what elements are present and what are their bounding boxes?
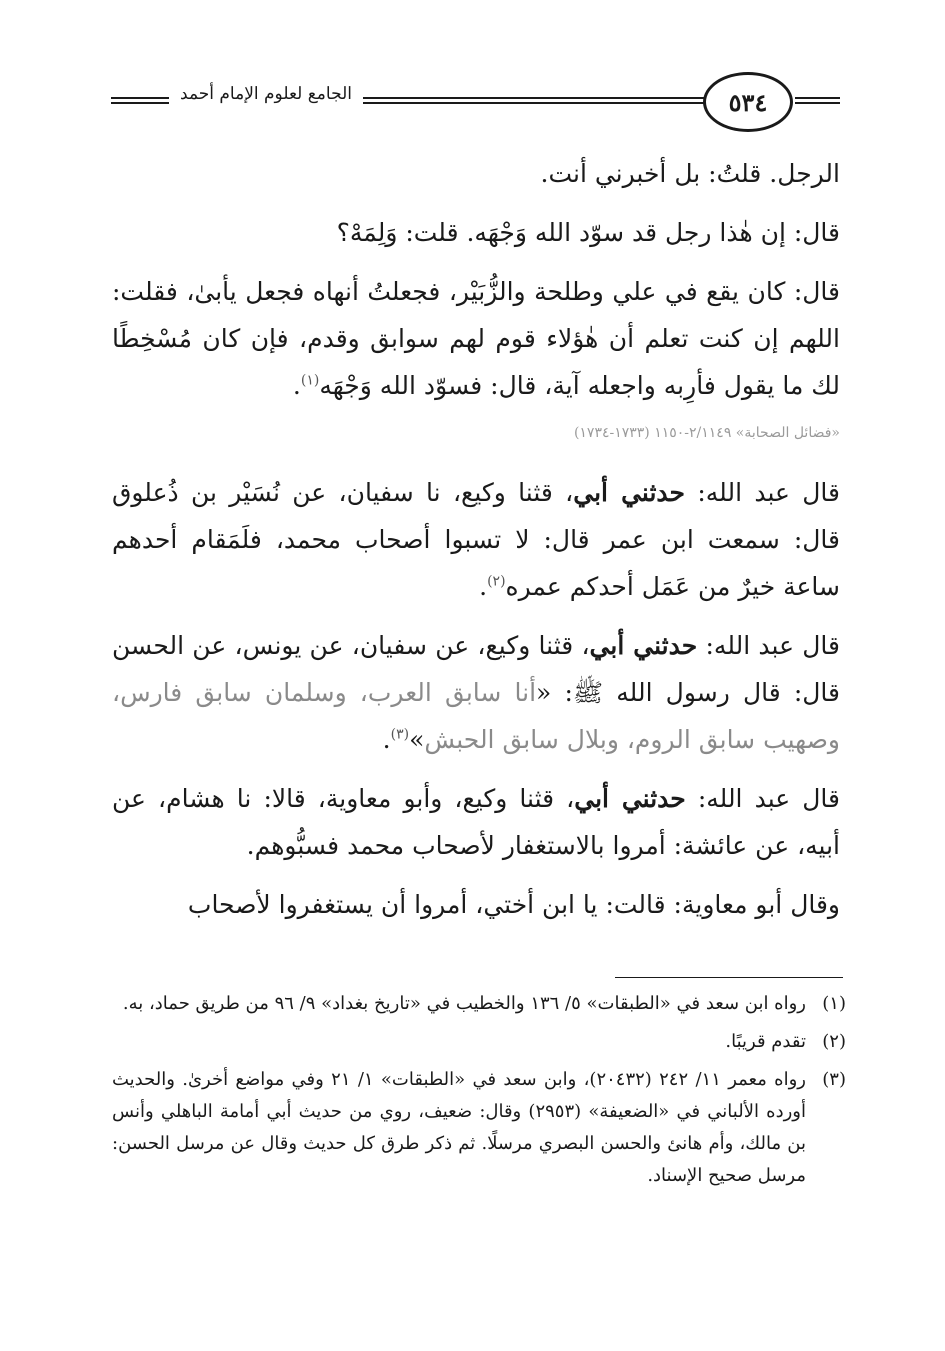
footnote-number: (١) (822, 993, 846, 1014)
header-rule-right (795, 97, 840, 104)
source-reference: «فضائل الصحابة» ٢/١١٤٩-١١٥٠ (١٧٣٣-١٧٣٤) (573, 425, 840, 441)
header-rule-middle (363, 97, 705, 104)
header-rule-left (111, 97, 169, 104)
footnote-text: رواه معمر ١١/ ٢٤٢ (٢٠٤٣٢)، وابن سعد في «الطبقات» ١/ ٢١ وفي مواضع أخرىٰ. والحديث أورده الألباني في «الضعيفة» (٢٩٥٣) وقال: ضعيف، روي من حديث أبي أمامة الباهلي وأنس بن مالك، وأم هانئ والحسن البصري مرسلًا. ثم ذكر طرق كل حديث وقال عن مرسل الحسن: مرسل صحيح الإسناد. (112, 1069, 806, 1186)
footnote-text: رواه ابن سعد في «الطبقات» ٥/ ١٣٦ والخطيب في «تاريخ بغداد» ٩/ ٩٦ من طريق حماد، به. (122, 993, 806, 1014)
paragraph-5: قال عبد الله: حدثني أبي، قثنا وكيع، عن سفيان، عن يونس، عن الحسن قال: قال رسول الله ﷺ: «أنا سابق العرب، وسلمان سابق فارس، وصهيب سابق الروم، وبلال سابق الحبش»$^{(٣)}$. (112, 631, 840, 754)
footnote-number: (٢) (822, 1031, 846, 1052)
footnote-marker-2[interactable]: (٢) (487, 573, 506, 590)
footnote-separator (615, 977, 843, 978)
footnote-2 (112, 1026, 846, 1058)
footnotes (112, 988, 846, 1198)
narrator-phrase: حدثني أبي (574, 784, 686, 813)
paragraph-6: قال عبد الله: حدثني أبي، قثنا وكيع، وأبو معاوية، قالا: نا هشام، عن أبيه، عن عائشة: أمروا بالاستغفار لأصحاب محمد فسبُّوهم. (112, 784, 841, 860)
footnote-number: (٣) (822, 1069, 846, 1090)
page-number: ٥٣٤ (703, 72, 793, 132)
footnote-text: تقدم قريبًا. (725, 1031, 806, 1052)
paragraph-3: قال: كان يقع في علي وطلحة والزُّبَيْر، فجعلتُ أنهاه فجعل يأبىٰ، فقلت: اللهم إن كنت تعلم أن هٰؤلاء قوم لهم سوابق وقدم، فإن كان مُسْخِطًا لك ما يقول فأرِبه واجعله آية، قال: فسوّد الله وَجْهَه$^{(١)}$. (112, 277, 840, 400)
footnote-3 (112, 1064, 846, 1192)
paragraph-2: قال: إن هٰذا رجل قد سوّد الله وَجْهَه. قلت: وَلِمَهْ؟ (336, 218, 840, 247)
paragraph-4: قال عبد الله: حدثني أبي، قثنا وكيع، نا سفيان، عن نُسَيْر بن ذُعلوق قال: سمعت ابن عمر قال: لا تسبوا أصحاب محمد، فلَمَقام أحدهم ساعة خيرٌ من عَمَل أحدكم عمره$^{(٢)}$. (112, 478, 841, 601)
footnote-marker-1[interactable]: (١) (300, 372, 320, 389)
footnote-marker-3[interactable]: (٣) (390, 726, 410, 743)
narrator-phrase: حدثني أبي (573, 478, 686, 507)
footnote-1 (112, 988, 846, 1020)
narrator-phrase: حدثني أبي (589, 631, 698, 660)
main-text (112, 150, 840, 940)
paragraph-7: وقال أبو معاوية: قالت: يا ابن أختي، أمروا أن يستغفروا لأصحاب (187, 890, 840, 919)
paragraph-1: الرجل. قلتُ: بل أخبرني أنت. (540, 159, 840, 188)
hadith-text: أنا سابق العرب، وسلمان سابق فارس، وصهيب سابق الروم، وبلال سابق الحبش (112, 678, 840, 754)
page-header (105, 72, 840, 136)
running-title: الجامع لعلوم الإمام أحمد (180, 84, 352, 104)
